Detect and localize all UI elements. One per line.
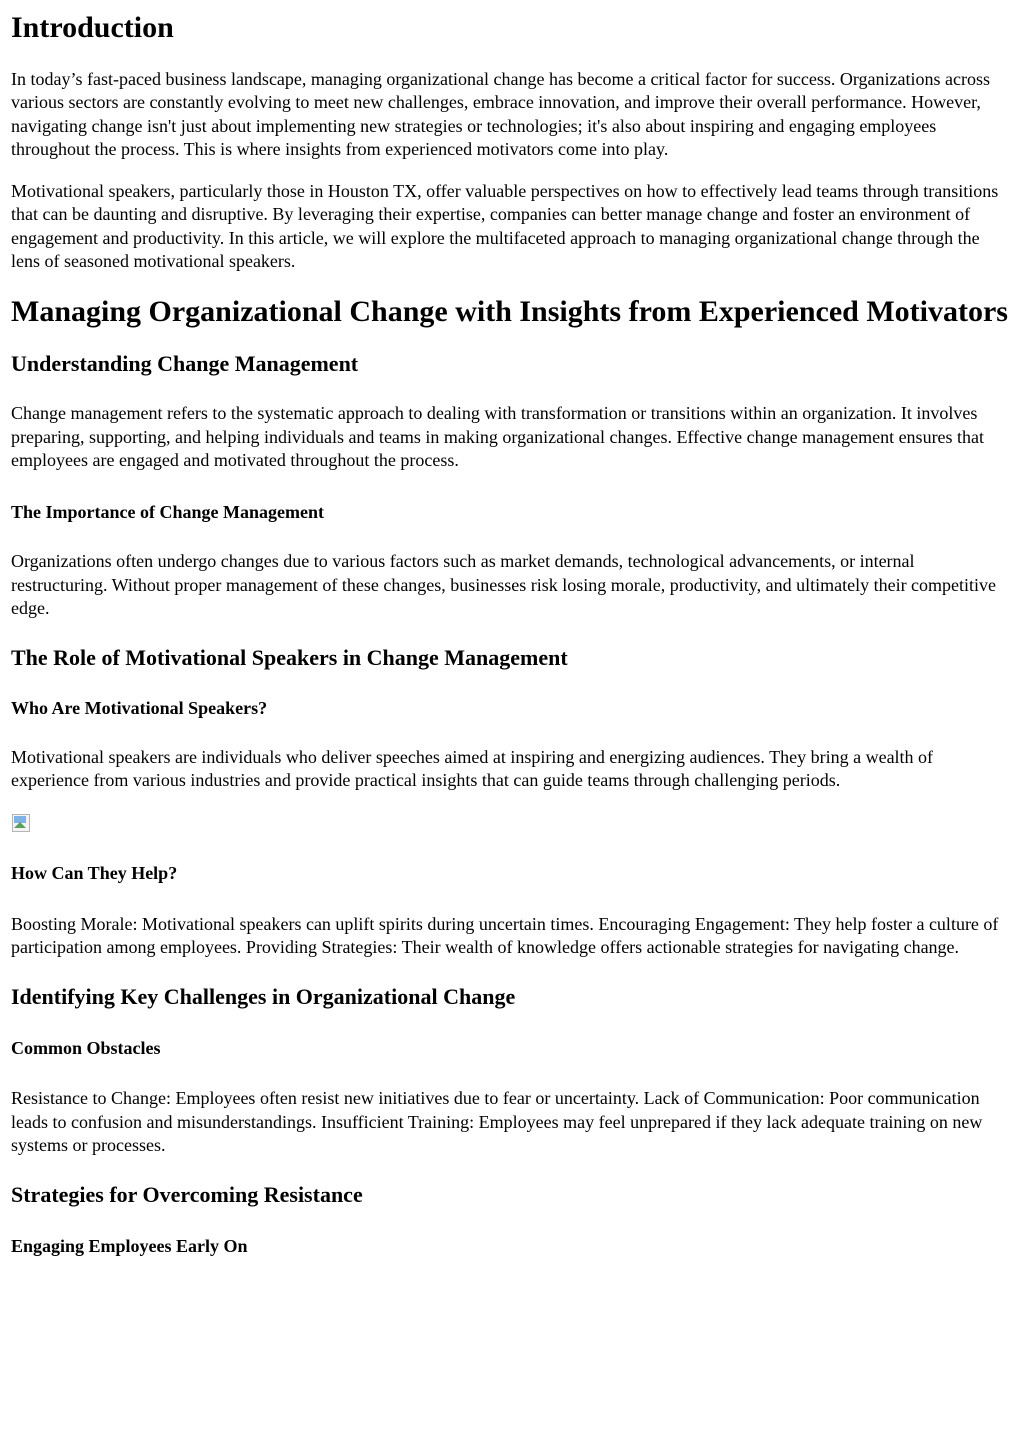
challenges-heading: Identifying Key Challenges in Organizational Change [11, 984, 516, 1010]
importance-paragraph: Organizations often undergo changes due to various factors such as market demands, technological advancements, or internal restructuring. Without proper management of these changes, businesses risk losing morale, productivity, and ultimately their competitive edge. [11, 551, 997, 618]
who-paragraph: Motivational speakers are individuals who deliver speeches aimed at inspiring and energizing audiences. They bring a wealth of experience from various industries and provide practical insights that can guide teams through challenging periods. [11, 747, 934, 791]
understanding-heading: Understanding Change Management [11, 351, 359, 377]
obstacles-heading: Common Obstacles [11, 1038, 161, 1059]
intro-heading: Introduction [11, 11, 174, 44]
intro-paragraph-2: Motivational speakers, particularly those in Houston TX, offer valuable perspectives on how to effectively lead teams through transitions that can be daunting and disruptive. By leveraging their expertise, companies can better manage change and foster an environment of engagement and productivity. In this article, we will explore the multifaceted approach to managing organizational change through the lens of seasoned motivational speakers. [11, 181, 999, 272]
broken-image-icon [11, 813, 31, 833]
intro-paragraph-1: In today’s fast-paced business landscape, managing organizational change has become a critical factor for success. Organizations across various sectors are constantly evolving to meet new challenges, embrace innovation, and improve their overall performance. However, navigating change isn't just about implementing new strategies or technologies; it's also about inspiring and engaging employees throughout the process. This is where insights from experienced motivators come into play. [11, 69, 990, 159]
article [0, 10, 1024, 1257]
how-heading: How Can They Help? [11, 862, 178, 883]
role-heading: The Role of Motivational Speakers in Change Management [11, 645, 568, 671]
obstacles-paragraph: Resistance to Change: Employees often resist new initiatives due to fear or uncertainty. Lack of Communication: Poor communication leads to confusion and misunderstandings. Insufficient Training: Employees may feel unprepared if they lack adequate training on new systems or processes. [11, 1088, 983, 1155]
who-heading: Who Are Motivational Speakers? [11, 698, 268, 719]
how-paragraph: Boosting Morale: Motivational speakers can uplift spirits during uncertain times. Encouraging Engagement: They help foster a culture of participation among employees. Providing Strategies: Their wealth of knowledge offers actionable strategies for navigating change. [11, 913, 999, 958]
strategies-heading: Strategies for Overcoming Resistance [11, 1182, 363, 1208]
main-heading: Managing Organizational Change with Insights from Experienced Motivators [11, 295, 1008, 329]
importance-heading: The Importance of Change Management [11, 502, 324, 523]
understanding-paragraph: Change management refers to the systematic approach to dealing with transformation or transitions within an organization. It involves preparing, supporting, and helping individuals and teams in making organizational changes. Effective change management ensures that employees are engaged and motivated throughout the process. [11, 403, 985, 470]
engaging-heading: Engaging Employees Early On [11, 1236, 248, 1257]
